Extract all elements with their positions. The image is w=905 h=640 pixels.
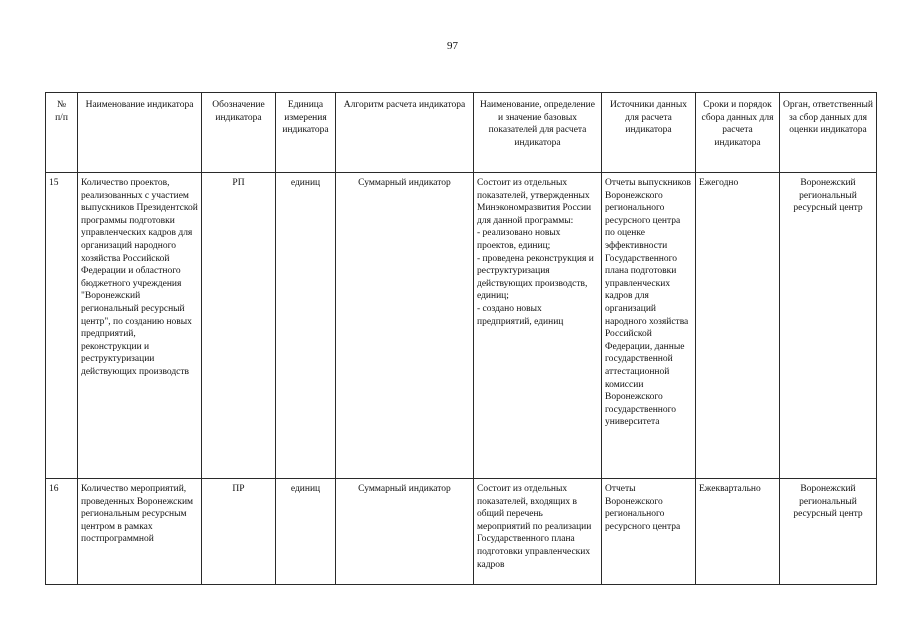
responsible-body: Воронежский региональный ресурсный центр	[780, 479, 877, 585]
responsible-body: Воронежский региональный ресурсный центр	[780, 173, 877, 479]
table-row	[46, 173, 877, 479]
indicators-table-container	[45, 92, 876, 585]
page-number: 97	[447, 40, 458, 52]
row-number: 16	[46, 479, 78, 585]
header-row	[46, 93, 877, 173]
data-sources: Отчеты выпускников Воронежского регионального ресурсного центра по оценке эффективности Государственного плана подготовки управленческих кадров для организаций народного хозяйства Российской Федерации, данные государственной аттестационной комиссии Воронежского государственного университета	[602, 173, 696, 479]
indicator-unit: единиц	[276, 173, 336, 479]
header-base-indicators: Наименование, определение и значение базовых показателей для расчета индикатора	[474, 93, 602, 173]
indicator-algorithm: Суммарный индикатор	[336, 173, 474, 479]
indicator-designation: РП	[202, 173, 276, 479]
header-data-sources: Источники данных для расчета индикатора	[602, 93, 696, 173]
collection-terms: Ежеквартально	[696, 479, 780, 585]
header-designation: Обозначение индикатора	[202, 93, 276, 173]
header-indicator-name: Наименование индикатора	[78, 93, 202, 173]
collection-terms: Ежегодно	[696, 173, 780, 479]
table-row	[46, 479, 877, 585]
header-number: № п/п	[46, 93, 78, 173]
row-number: 15	[46, 173, 78, 479]
header-algorithm: Алгоритм расчета индикатора	[336, 93, 474, 173]
base-indicators: Состоит из отдельных показателей, утвержденных Минэкономразвития России для данной программы: - реализовано новых проектов, единиц; - проведена реконструкция и реструктуризация действующих производств, единиц; - создано новых предприятий, единиц	[474, 173, 602, 479]
header-unit: Единица измерения индикатора	[276, 93, 336, 173]
indicator-name: Количество мероприятий, проведенных Воронежским региональным ресурсным центром в рамках постпрограммной	[78, 479, 202, 585]
indicator-unit: единиц	[276, 479, 336, 585]
indicator-designation: ПР	[202, 479, 276, 585]
indicator-algorithm: Суммарный индикатор	[336, 479, 474, 585]
header-responsible-body: Орган, ответственный за сбор данных для оценки индикатора	[780, 93, 877, 173]
base-indicators: Состоит из отдельных показателей, входящих в общий перечень мероприятий по реализации Государственного плана подготовки управленческих кадров	[474, 479, 602, 585]
header-collection-terms: Сроки и порядок сбора данных для расчета индикатора	[696, 93, 780, 173]
data-sources: Отчеты Воронежского регионального ресурсного центра	[602, 479, 696, 585]
indicator-name: Количество проектов, реализованных с участием выпускников Президентской программы подготовки управленческих кадров для организаций народного хозяйства Российской Федерации и областного бюджетного учреждения "Воронежский региональный ресурсный центр", по созданию новых предприятий, реконструкции и реструктуризации действующих производств	[78, 173, 202, 479]
indicators-table	[45, 92, 877, 585]
